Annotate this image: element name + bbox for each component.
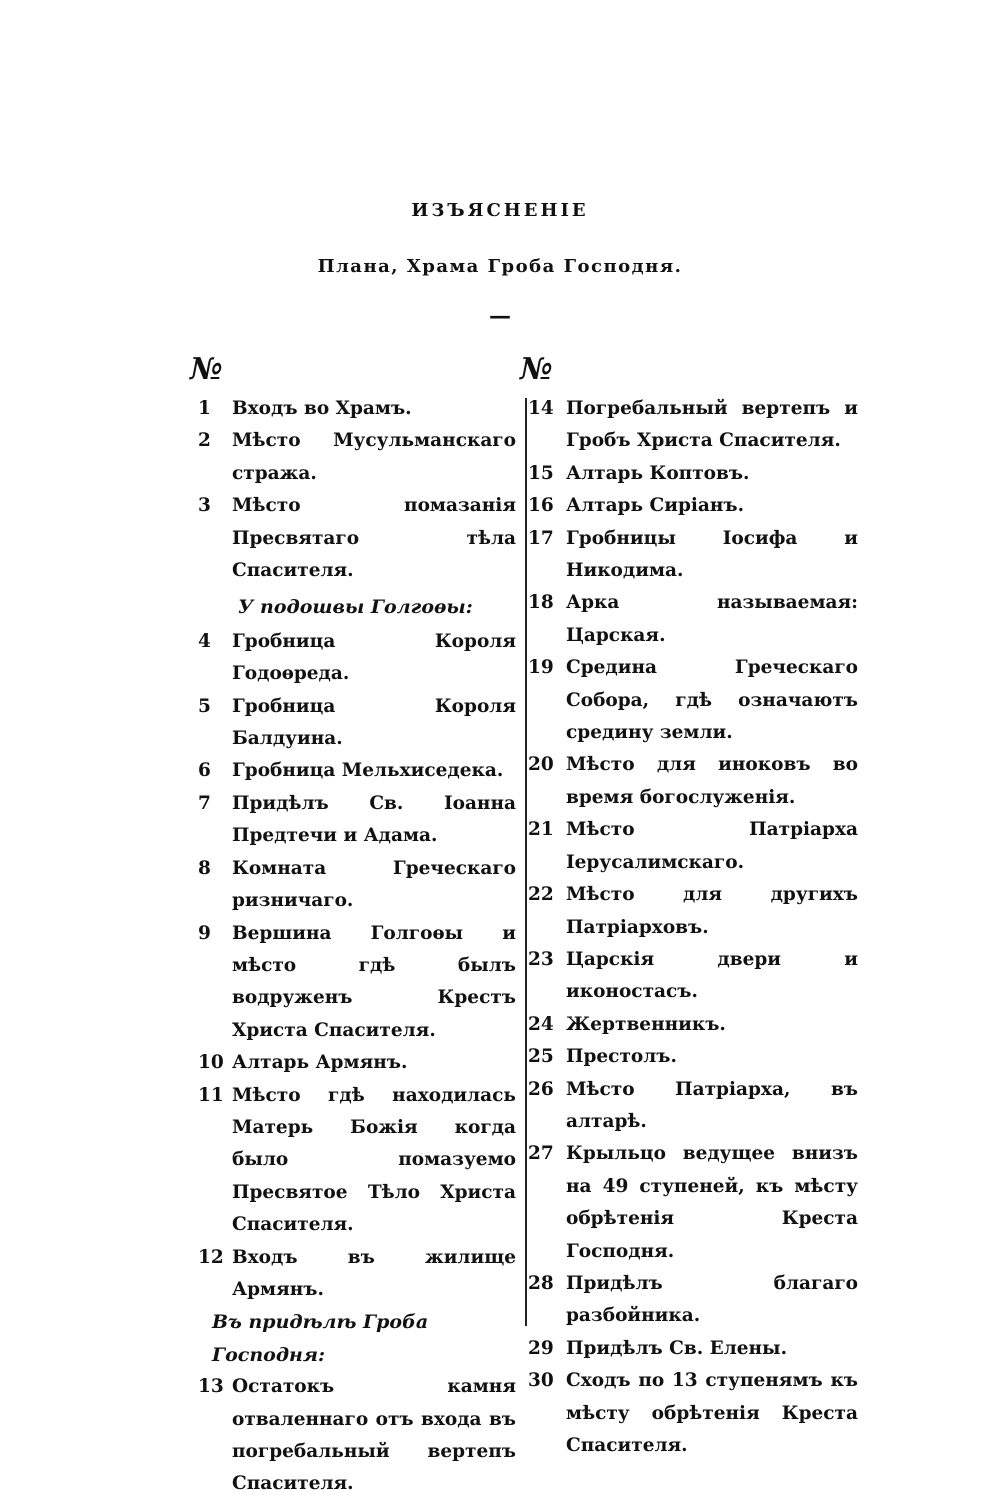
- list-item: [198, 490, 516, 587]
- list-item: [198, 1242, 516, 1307]
- list-item: [198, 691, 516, 756]
- entry-text: Входъ въ жилище Армянъ.: [232, 1246, 516, 1300]
- entry-text: Крыльцо ведущее внизъ на 49 ступеней, къ мѣсту обрѣтенія Креста Господня.: [566, 1143, 858, 1262]
- list-item: [198, 425, 516, 490]
- entry-text: Гробница Мельхиседека.: [232, 760, 504, 782]
- subheading-sepulchre: Въ придѣлѣ Гроба Господня:: [212, 1311, 429, 1366]
- list-item: [528, 490, 858, 522]
- entry-text: Престолъ.: [566, 1046, 677, 1068]
- list-item: [198, 918, 516, 1048]
- entry-text: Мѣсто Патріарха, въ алтарѣ.: [566, 1078, 858, 1132]
- entry-number: 13: [198, 1376, 224, 1398]
- entry-number: 3: [198, 495, 211, 517]
- entry-text: Сходъ по 13 ступенямъ къ мѣсту обрѣтенія Креста Спасителя.: [566, 1370, 858, 1456]
- entry-number: 7: [198, 792, 211, 814]
- entry-text: Придѣлъ Св. Елены.: [566, 1337, 788, 1359]
- list-item: [528, 879, 858, 944]
- list-item: [528, 944, 858, 1009]
- right-column: [528, 393, 858, 1462]
- entry-text: Остатокъ камня отваленнаго отъ входа въ погребальный вертепъ Спасителя.: [232, 1376, 516, 1495]
- entry-text: Алтарь Сиріанъ.: [566, 495, 745, 517]
- entry-text: Гробницы Іосифа и Никодима.: [566, 527, 858, 582]
- entry-number: 27: [528, 1143, 554, 1165]
- entry-text: Придѣлъ Св. Іоанна Предтечи и Адама.: [232, 792, 516, 847]
- list-item: [528, 1074, 858, 1139]
- entry-number: 20: [528, 754, 554, 776]
- list-item: [198, 1047, 516, 1079]
- entry-number: 8: [198, 857, 211, 879]
- entry-text: Гробница Короля Балдуина.: [232, 695, 516, 750]
- entry-number: 18: [528, 592, 554, 614]
- title-dash: —: [489, 303, 511, 329]
- entry-number: 1: [198, 398, 211, 419]
- list-item: [528, 523, 858, 588]
- right-number-sign: №: [520, 352, 553, 387]
- entry-text: Мѣсто для иноковъ во время богослуженія.: [566, 754, 858, 808]
- list-item: [528, 652, 858, 749]
- entry-text: Комната Греческаго ризничаго.: [232, 857, 516, 912]
- entry-number: 10: [198, 1052, 224, 1074]
- left-column: [198, 393, 516, 1501]
- list-item: [198, 755, 516, 787]
- list-item: [198, 853, 516, 918]
- entry-text: Арка называемая: Царская.: [566, 592, 858, 646]
- entry-number: 15: [528, 462, 554, 484]
- page-subtitle: Плана, Храма Гроба Господня.: [317, 256, 683, 277]
- list-item: [198, 626, 516, 691]
- page-title: ИЗЪЯСНЕНІЕ: [411, 200, 589, 221]
- entry-number: 12: [198, 1246, 224, 1268]
- entry-number: 4: [198, 630, 211, 652]
- entry-number: 11: [198, 1084, 224, 1106]
- entry-text: Средина Греческаго Собора, гдѣ означаютъ средину земли.: [566, 657, 858, 744]
- entry-number: 28: [528, 1272, 554, 1294]
- entry-text: Мѣсто Мусульманскаго стража.: [232, 430, 516, 484]
- entry-number: 22: [528, 884, 554, 906]
- list-item: [198, 1080, 516, 1242]
- list-item: [528, 1138, 858, 1268]
- entry-number: 25: [528, 1046, 554, 1068]
- entry-text: Жертвенникъ.: [566, 1013, 726, 1035]
- entries-right: [528, 393, 858, 1462]
- list-item: [528, 1268, 858, 1333]
- entry-text: Входъ во Храмъ.: [232, 398, 412, 419]
- list-item: [198, 393, 516, 425]
- entry-text: Алтарь Армянъ.: [232, 1052, 408, 1074]
- entry-number: 23: [528, 948, 554, 970]
- list-item: [528, 1333, 858, 1365]
- entry-number: 30: [528, 1370, 554, 1392]
- entry-text: Алтарь Коптовъ.: [566, 462, 750, 484]
- entry-text: Мѣсто помазанія Пресвятаго тѣла Спасителя.: [232, 495, 516, 582]
- entry-text: Погребальный вертепъ и Гробъ Христа Спасителя.: [566, 398, 858, 452]
- entry-text: Мѣсто Патріарха Іерусалимскаго.: [566, 819, 858, 873]
- list-item: [528, 1009, 858, 1041]
- entry-number: 26: [528, 1078, 554, 1100]
- list-item: [528, 814, 858, 879]
- entries-b: [198, 626, 516, 1307]
- entries-a: [198, 393, 516, 587]
- entry-number: 29: [528, 1337, 554, 1359]
- list-item: [528, 393, 858, 458]
- entry-number: 16: [528, 495, 554, 517]
- list-item: [528, 1041, 858, 1073]
- column-divider: [525, 398, 527, 1326]
- entry-text: Придѣлъ благаго разбойника.: [566, 1272, 858, 1327]
- entries-c: [198, 1371, 516, 1501]
- entry-number: 2: [198, 430, 211, 452]
- list-item: [528, 1365, 858, 1462]
- list-item: [198, 788, 516, 853]
- entry-number: 6: [198, 760, 211, 782]
- entry-number: 19: [528, 657, 554, 679]
- entry-text: Мѣсто для другихъ Патріарховъ.: [566, 884, 858, 938]
- entry-text: Гробница Короля Годоѳреда.: [232, 630, 516, 685]
- list-item: [528, 458, 858, 490]
- left-number-sign: №: [190, 352, 223, 387]
- list-item: [528, 749, 858, 814]
- entry-number: 21: [528, 819, 554, 841]
- list-item: [198, 1371, 516, 1501]
- list-item: [528, 587, 858, 652]
- entry-text: Мѣсто гдѣ находилась Матерь Божія когда было помазуемо Пресвятое Тѣло Христа Спасителя.: [232, 1084, 516, 1236]
- entry-number: 17: [528, 527, 554, 549]
- entry-number: 5: [198, 695, 211, 717]
- subheading-golgotha: У подошвы Голгоѳы:: [238, 596, 473, 619]
- entry-text: Вершина Голгоѳы и мѣсто гдѣ былъ водруженъ Крестъ Христа Спасителя.: [232, 922, 516, 1041]
- entry-number: 14: [528, 398, 554, 419]
- entry-text: Царскія двери и иконостасъ.: [566, 948, 858, 1003]
- entry-number: 24: [528, 1013, 554, 1035]
- entry-number: 9: [198, 922, 211, 944]
